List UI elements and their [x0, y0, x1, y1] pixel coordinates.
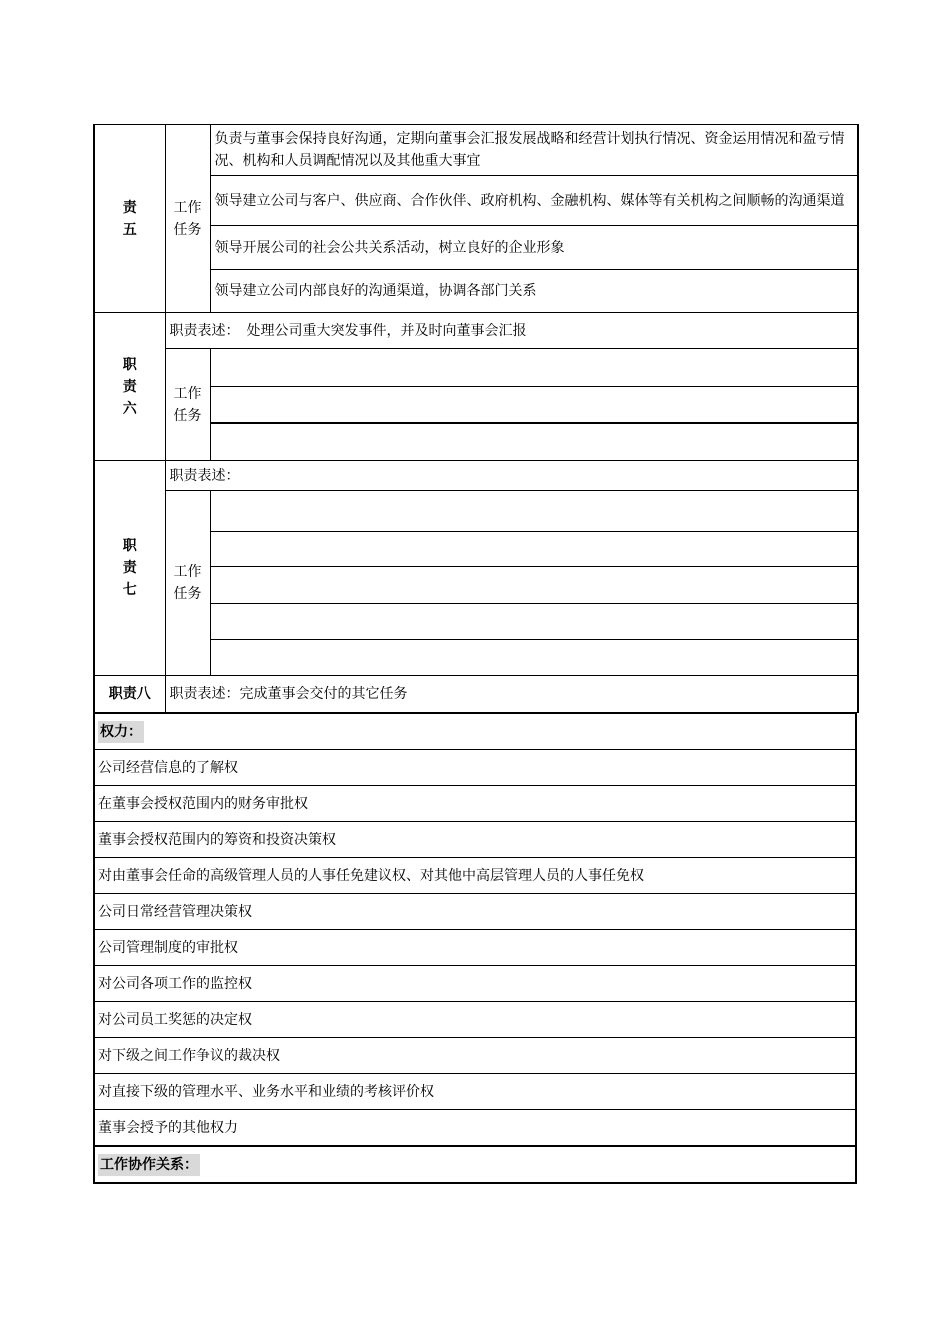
duty6-task-row	[210, 424, 858, 461]
duty7-task-row	[210, 640, 858, 676]
duty7-task-row	[210, 491, 858, 532]
rights-item: 董事会授权范围内的筹资和投资决策权	[94, 822, 856, 858]
duty5-task-2: 领导建立公司与客户、供应商、合作伙伴、政府机构、金融机构、媒体等有关机构之间顺畅的沟通渠道	[210, 176, 858, 226]
rights-title: 权力：	[98, 721, 144, 743]
cooperation-title: 工作协作关系：	[98, 1154, 200, 1176]
duty5-task-1: 负责与董事会保持良好沟通，定期向董事会汇报发展战略和经营计划执行情况、资金运用情况和盈亏情况、机构和人员调配情况以及其他重大事宜	[210, 125, 858, 176]
duty5-task-4: 领导建立公司内部良好的沟通渠道，协调各部门关系	[210, 270, 858, 313]
duty7-statement: 职责表述：	[165, 461, 858, 491]
duty8-statement: 职责表述：完成董事会交付的其它任务	[165, 676, 858, 713]
rights-item: 对公司各项工作的监控权	[94, 966, 856, 1002]
rights-title-cell	[94, 713, 856, 750]
duty8-heading: 职责八	[94, 676, 165, 713]
rights-item: 公司日常经营管理决策权	[94, 894, 856, 930]
job-description-sheet	[93, 124, 857, 1184]
rights-item: 对由董事会任命的高级管理人员的人事任免建议权、对其他中高层管理人员的人事任免权	[94, 858, 856, 894]
rights-item: 在董事会授权范围内的财务审批权	[94, 786, 856, 822]
duty6-task-row	[210, 387, 858, 423]
rights-item: 对公司员工奖惩的决定权	[94, 1002, 856, 1038]
duty6-task-label: 工作 任务	[165, 349, 210, 461]
duties-table	[93, 124, 859, 713]
rights-item: 对直接下级的管理水平、业务水平和业绩的考核评价权	[94, 1074, 856, 1110]
duty7-heading: 职 责 七	[94, 461, 165, 676]
duty7-task-row	[210, 532, 858, 567]
rights-item: 董事会授予的其他权力	[94, 1110, 856, 1147]
duty7-task-row	[210, 567, 858, 604]
duty6-task-row	[210, 349, 858, 387]
rights-item: 公司管理制度的审批权	[94, 930, 856, 966]
duty5-task-label: 工作 任务	[165, 125, 210, 313]
duty6-heading: 职 责 六	[94, 313, 165, 461]
rights-table	[93, 712, 857, 1184]
duty7-task-label: 工作 任务	[165, 491, 210, 676]
cooperation-title-cell	[94, 1146, 856, 1183]
rights-item: 公司经营信息的了解权	[94, 750, 856, 786]
duty5-heading: 责 五	[94, 125, 165, 313]
duty6-statement: 职责表述： 处理公司重大突发事件，并及时向董事会汇报	[165, 313, 858, 349]
duty7-task-row	[210, 604, 858, 640]
duty5-task-3: 领导开展公司的社会公共关系活动，树立良好的企业形象	[210, 226, 858, 270]
rights-item: 对下级之间工作争议的裁决权	[94, 1038, 856, 1074]
